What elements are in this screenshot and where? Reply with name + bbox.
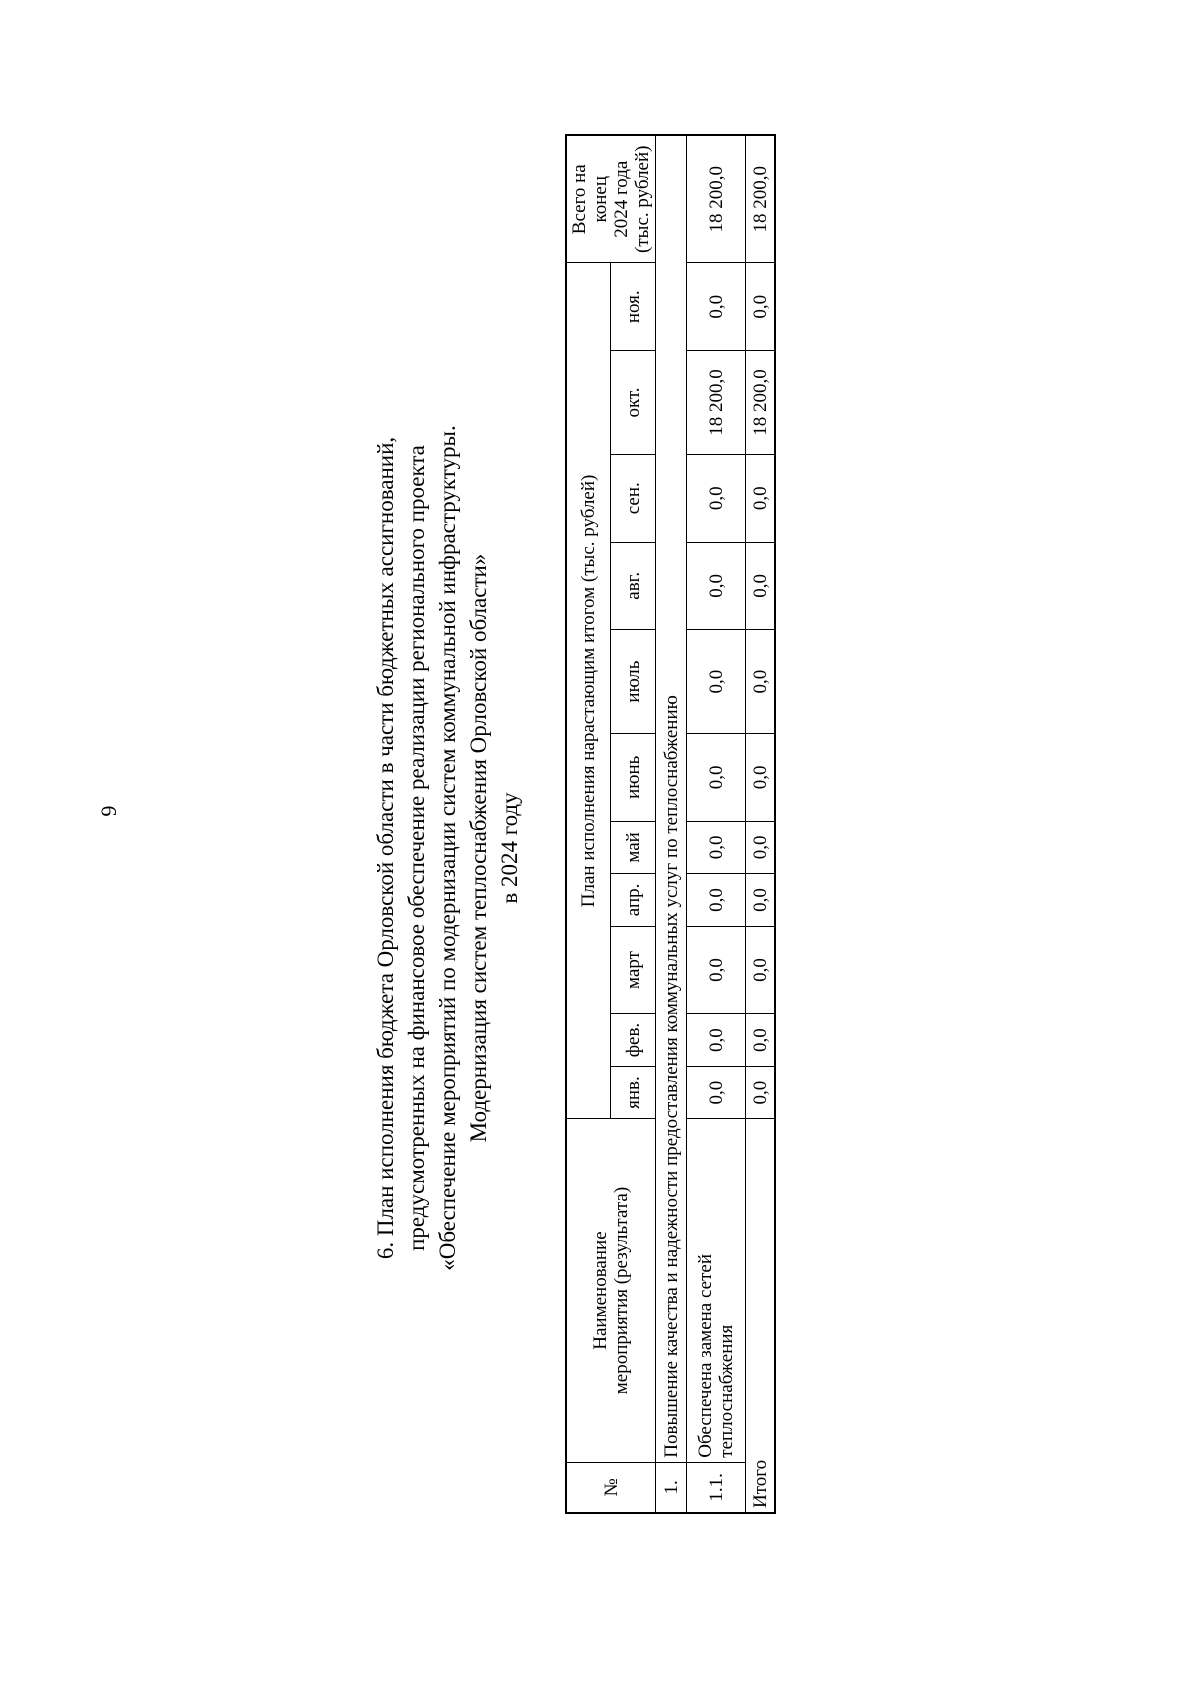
- header-total-line2: 2024 года: [611, 160, 632, 238]
- total-value: 0,0: [746, 454, 776, 542]
- heading-line: «Обеспечение мероприятий по модернизации систем коммунальной инфраструктуры.: [435, 425, 460, 1271]
- header-month: июнь: [611, 734, 656, 822]
- row-value: 0,0: [687, 454, 746, 542]
- header-total-line3: (тыс. рублей): [632, 145, 653, 253]
- header-month: апр.: [611, 874, 656, 927]
- total-value: 0,0: [746, 874, 776, 927]
- heading-line: предусмотренных на финансовое обеспечение реализации регионального проекта: [404, 445, 429, 1251]
- header-month: янв.: [611, 1066, 656, 1119]
- row-value: 0,0: [687, 874, 746, 927]
- total-value: 0,0: [746, 542, 776, 630]
- total-value: 18 200,0: [746, 351, 776, 455]
- row-name-line1: Обеспечена замена сетей: [695, 1254, 716, 1458]
- header-month: июль: [611, 630, 656, 734]
- total-value: 0,0: [746, 630, 776, 734]
- total-value: 0,0: [746, 821, 776, 874]
- row-value: 0,0: [687, 1066, 746, 1119]
- header-name-line1: Наименование: [590, 1231, 611, 1350]
- header-month: май: [611, 821, 656, 874]
- total-value: 0,0: [746, 734, 776, 822]
- budget-plan-table: [565, 134, 776, 1514]
- section-num: 1.: [656, 1462, 687, 1513]
- total-label: Итого: [746, 1119, 776, 1513]
- document-heading: [370, 98, 525, 1598]
- header-plan-group: План исполнения нарастающим итогом (тыс. рублей): [566, 263, 611, 1119]
- row-value: 0,0: [687, 263, 746, 351]
- row-value: 0,0: [687, 821, 746, 874]
- row-value: 0,0: [687, 542, 746, 630]
- row-value: 0,0: [687, 1014, 746, 1067]
- row-value: 0,0: [687, 926, 746, 1014]
- row-name-line2: теплоснабжения: [716, 1324, 737, 1458]
- total-value: 0,0: [746, 263, 776, 351]
- row-value: 0,0: [687, 734, 746, 822]
- row-total: 18 200,0: [687, 135, 746, 263]
- row-num: 1.1.: [687, 1462, 746, 1513]
- total-value: 0,0: [746, 1066, 776, 1119]
- budget-plan-table-wrapper: [565, 134, 776, 1514]
- heading-line: 6. План исполнения бюджета Орловской области в части бюджетных ассигнований,: [373, 436, 398, 1260]
- header-num: №: [566, 1462, 656, 1513]
- header-name-line2: мероприятия (результата): [611, 1186, 632, 1395]
- header-month: март: [611, 926, 656, 1014]
- heading-line: в 2024 году: [497, 792, 522, 904]
- row-name: [687, 1119, 746, 1462]
- table-row: [687, 135, 746, 1513]
- heading-line: Модернизация систем теплоснабжения Орловской области»: [466, 553, 491, 1143]
- header-month: авг.: [611, 542, 656, 630]
- page-number: 6: [96, 805, 122, 817]
- total-grand: 18 200,0: [746, 135, 776, 263]
- row-value: 18 200,0: [687, 351, 746, 455]
- header-month: сен.: [611, 454, 656, 542]
- header-total: [566, 135, 656, 263]
- total-value: 0,0: [746, 926, 776, 1014]
- total-value: 0,0: [746, 1014, 776, 1067]
- header-month: окт.: [611, 351, 656, 455]
- header-month: фев.: [611, 1014, 656, 1067]
- header-total-line1: Всего на конец: [569, 164, 611, 235]
- header-name: [566, 1119, 656, 1462]
- header-month: ноя.: [611, 263, 656, 351]
- table-section-row: [656, 135, 687, 1513]
- section-title: Повышение качества и надежности предоставления коммунальных услуг по теплоснабжению: [656, 135, 687, 1462]
- rotated-content: [370, 98, 790, 1598]
- table-total-row: [746, 135, 776, 1513]
- row-value: 0,0: [687, 630, 746, 734]
